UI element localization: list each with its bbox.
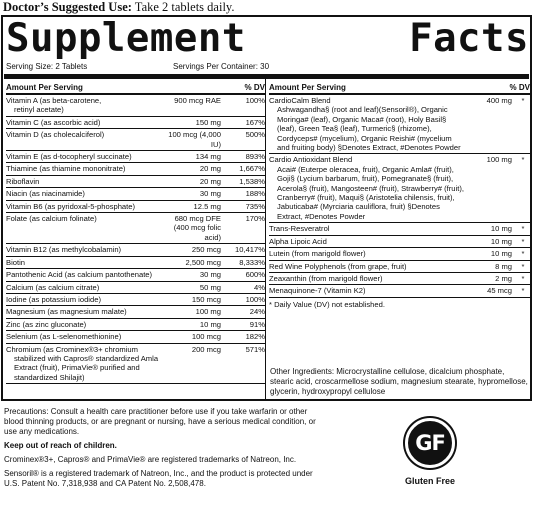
nutrient-row bbox=[6, 163, 265, 175]
nutrient-name-line: Zinc (as zinc gluconate) bbox=[6, 319, 87, 329]
nutrient-dv: 1,667% bbox=[239, 164, 265, 174]
nutrient-amount bbox=[167, 283, 225, 292]
header-amount: Amount Per Serving bbox=[269, 83, 346, 92]
nutrient-dv: 100% bbox=[245, 96, 265, 105]
nutrient-row bbox=[6, 213, 265, 244]
nutrient-name bbox=[269, 274, 466, 283]
nutrient-amount bbox=[167, 332, 225, 341]
right-nutrient-list bbox=[269, 95, 530, 298]
trademark-note-1: Crominex®3+, Capros® and PrimaVie® are registered trademarks of Natreon, Inc. bbox=[4, 455, 297, 464]
nutrient-name bbox=[269, 237, 466, 246]
nutrient-name bbox=[6, 245, 167, 254]
nutrient-dv: 600% bbox=[245, 270, 265, 280]
nutrient-name-line: Riboflavin bbox=[6, 176, 40, 186]
amount-value: 10 mg bbox=[490, 236, 512, 246]
nutrient-row bbox=[269, 236, 530, 248]
header-amount: Amount Per Serving bbox=[6, 83, 83, 92]
nutrient-amount bbox=[167, 307, 225, 316]
trademark-note-2: Sensoril® is a registered trademark of Natreon, Inc., and the product is protected under U.S. Patent No. 7,318,938 and CA Patent No. 2,508,478. bbox=[4, 469, 313, 488]
nutrient-name bbox=[269, 249, 466, 258]
nutrient-amount bbox=[466, 249, 516, 258]
nutrient-name bbox=[6, 307, 167, 316]
nutrient-name-line: Niacin (as niacinamide) bbox=[6, 189, 85, 199]
nutrient-name bbox=[6, 345, 167, 383]
nutrient-name-line: Vitamin E (as d-tocopheryl succinate) bbox=[6, 152, 132, 162]
amount-value: 100 mg bbox=[486, 155, 512, 165]
amount-value: 100 mcg (4,000 IU) bbox=[168, 130, 221, 149]
nutrient-amount bbox=[167, 152, 225, 161]
nutrient-row bbox=[6, 95, 265, 117]
amount-value: 10 mg bbox=[199, 319, 221, 329]
nutrient-row bbox=[6, 269, 265, 281]
suggested-use-text: Take 2 tablets daily. bbox=[131, 0, 235, 14]
keep-out-of-reach: Keep out of reach of children. bbox=[4, 441, 117, 450]
nutrient-dv: * bbox=[521, 249, 525, 259]
nutrient-name bbox=[6, 270, 167, 279]
nutrient-name bbox=[6, 96, 167, 115]
nutrient-name-line: CardioCalm Blend bbox=[269, 96, 331, 105]
amount-value: 12.5 mg bbox=[193, 201, 221, 211]
column-divider bbox=[265, 79, 266, 399]
nutrient-dv: 571% bbox=[245, 344, 265, 354]
nutrient-dv: * bbox=[521, 273, 525, 283]
nutrient-row bbox=[6, 294, 265, 306]
nutrient-name-line: Magnesium (as magnesium malate) bbox=[6, 307, 127, 317]
nutrient-name bbox=[6, 295, 167, 304]
nutrient-name bbox=[269, 262, 466, 271]
amount-value: 50 mg bbox=[199, 282, 221, 292]
nutrient-name-line: Vitamin C (as ascorbic acid) bbox=[6, 117, 101, 127]
amount-note: (400 mcg folic acid) bbox=[173, 223, 221, 242]
nutrient-dv: * bbox=[521, 96, 525, 105]
nutrient-row bbox=[269, 223, 530, 235]
nutrient-amount bbox=[466, 155, 516, 221]
nutrient-row bbox=[6, 257, 265, 269]
nutrient-row bbox=[269, 285, 530, 297]
amount-value: 30 mg bbox=[199, 189, 221, 199]
nutrient-dv: * bbox=[521, 286, 525, 296]
nutrient-name bbox=[6, 130, 167, 149]
nutrient-row bbox=[6, 117, 265, 129]
nutrient-name-line: Vitamin D (as cholecalciferol) bbox=[6, 130, 105, 140]
servings-per-container: Servings Per Container: 30 bbox=[173, 62, 270, 71]
nutrient-name-line: Pantothenic Acid (as calcium pantothenate) bbox=[6, 270, 153, 280]
nutrient-amount bbox=[167, 96, 225, 115]
nutrient-name-line: Zeaxanthin (from marigold flower) bbox=[269, 273, 383, 283]
nutrient-row bbox=[269, 154, 530, 223]
nutrient-dv: 170% bbox=[245, 214, 265, 224]
nutrient-amount bbox=[466, 274, 516, 283]
gluten-free-icon: GF bbox=[405, 418, 455, 468]
nutrient-amount bbox=[466, 286, 516, 295]
nutrient-dv: * bbox=[521, 261, 525, 271]
nutrient-name-line: Lutein (from marigold flower) bbox=[269, 249, 366, 259]
header-dv: % DV bbox=[509, 83, 530, 92]
nutrient-name bbox=[6, 283, 167, 292]
amount-value: 150 mcg bbox=[191, 294, 221, 304]
nutrient-detail: Acai# (Euterpe oleracea, fruit), Organic Amla# (fruit), Goji§ (Lycium barbarum, fruit), Pomegranate§ (fruit), Acerola§ (fruit), Mangosteen# (fruit), Strawberry# (fruit), Cranberry# (fruit), Maqui§ (Aristotelia chilensis, fruit), Jabuticaba# (Myrciaria cauliflora, fruit) §Denotes Extract, #Denotes Powder bbox=[277, 164, 464, 221]
nutrient-amount bbox=[167, 245, 225, 254]
amount-value: 680 mcg DFE bbox=[174, 214, 221, 224]
amount-value: 134 mg bbox=[195, 152, 221, 162]
nutrient-dv: 893% bbox=[245, 152, 265, 162]
serving-size: Serving Size: 2 Tablets bbox=[6, 62, 88, 71]
nutrient-amount bbox=[466, 262, 516, 271]
amount-value: 10 mg bbox=[490, 249, 512, 259]
nutrient-row bbox=[6, 244, 265, 256]
nutrient-dv: * bbox=[521, 224, 525, 234]
nutrient-amount bbox=[167, 258, 225, 267]
nutrient-name bbox=[6, 332, 167, 341]
left-column bbox=[6, 83, 265, 384]
nutrient-name bbox=[269, 155, 466, 221]
other-ingredients: Other Ingredients: Microcrystalline cellulose, dicalcium phosphate, stearic acid, croscarmellose sodium, magnesium stearate, hypromellose, glycerin, hydroxypropyl cellulose bbox=[270, 367, 528, 396]
nutrient-row bbox=[6, 319, 265, 331]
nutrient-name-line: Red Wine Polyphenols (from grape, fruit) bbox=[269, 261, 407, 271]
nutrient-name bbox=[6, 164, 167, 173]
nutrient-name-line: Menaquinone-7 (Vitamin K2) bbox=[269, 286, 366, 296]
nutrient-name bbox=[6, 189, 167, 198]
nutrient-dv: 4% bbox=[254, 282, 265, 292]
nutrient-name bbox=[6, 202, 167, 211]
nutrient-row bbox=[269, 248, 530, 260]
amount-value: 400 mg bbox=[486, 96, 512, 105]
amount-value: 30 mg bbox=[199, 270, 221, 280]
nutrient-amount bbox=[167, 130, 225, 149]
amount-value: 45 mcg bbox=[487, 286, 512, 296]
nutrient-name bbox=[6, 152, 167, 161]
nutrient-row bbox=[269, 273, 530, 285]
precautions: Precautions: Consult a health care practitioner before use if you take warfarin or other blood thinning products, or are pregnant or nursing, have a serious medical condition, or use any medications. bbox=[4, 407, 316, 436]
nutrient-amount bbox=[466, 237, 516, 246]
nutrient-amount bbox=[167, 118, 225, 127]
amount-value: 8 mg bbox=[495, 261, 512, 271]
nutrient-amount bbox=[167, 345, 225, 383]
nutrient-dv: 24% bbox=[249, 307, 265, 317]
amount-value: 100 mg bbox=[195, 307, 221, 317]
left-column-header bbox=[6, 83, 265, 95]
nutrient-name bbox=[269, 286, 466, 295]
nutrient-amount bbox=[167, 320, 225, 329]
suggested-use-label: Doctor’s Suggested Use: bbox=[3, 0, 132, 14]
amount-value: 20 mg bbox=[199, 176, 221, 186]
left-nutrient-list bbox=[6, 95, 265, 384]
nutrient-name-line: Cardio Antioxidant Blend bbox=[269, 155, 353, 165]
nutrient-amount bbox=[466, 224, 516, 233]
nutrient-amount bbox=[167, 214, 225, 242]
nutrient-name-line: Iodine (as potassium iodide) bbox=[6, 294, 101, 304]
nutrient-detail: Ashwagandha§ (root and leaf)(Sensoril®), Organic Moringa# (leaf), Organic Maca# (root), Holy Basil§ (leaf), Green Tea§ (leaf), Turmeric§ (rhizome), Cordyceps# (mycelium), Organic Reishi# (mycelium and fruiting body) §Denotes Extract, #Denotes Powder bbox=[277, 105, 461, 153]
nutrient-row bbox=[6, 188, 265, 200]
nutrient-amount bbox=[167, 177, 225, 186]
nutrient-dv: 735% bbox=[245, 201, 265, 211]
nutrient-detail: retinyl acetate) bbox=[14, 105, 64, 115]
bottom-text bbox=[4, 407, 322, 493]
nutrient-amount bbox=[167, 202, 225, 211]
amount-value: 10 mg bbox=[490, 224, 512, 234]
amount-value: 150 mg bbox=[195, 117, 221, 127]
nutrient-row bbox=[6, 282, 265, 294]
amount-value: 100 mcg bbox=[191, 332, 221, 342]
nutrient-row bbox=[6, 176, 265, 188]
nutrient-name-line: Vitamin A (as beta-carotene, bbox=[6, 96, 102, 105]
header-dv: % DV bbox=[244, 83, 265, 92]
nutrient-name-line: Chromium (as Crominex®3+ chromium bbox=[6, 344, 138, 354]
nutrient-name bbox=[6, 177, 167, 186]
nutrient-dv: 500% bbox=[245, 130, 265, 140]
suggested-use bbox=[3, 0, 234, 14]
nutrient-name bbox=[269, 224, 466, 233]
nutrient-name-line: Vitamin B12 (as methylcobalamin) bbox=[6, 245, 122, 255]
amount-value: 20 mg bbox=[199, 164, 221, 174]
nutrient-name bbox=[6, 118, 167, 127]
gluten-free-badge bbox=[384, 418, 476, 486]
nutrient-dv: 10,417% bbox=[235, 245, 265, 255]
nutrient-row bbox=[6, 151, 265, 163]
nutrient-dv: 167% bbox=[245, 117, 265, 127]
nutrient-name-line: Calcium (as calcium citrate) bbox=[6, 282, 100, 292]
title-word-facts: Facts bbox=[409, 16, 529, 61]
nutrient-name-line: Thiamine (as thiamine mononitrate) bbox=[6, 164, 126, 174]
amount-value: 250 mcg bbox=[191, 245, 221, 255]
nutrient-dv: 1,538% bbox=[239, 176, 265, 186]
amount-value: 900 mcg RAE bbox=[174, 96, 221, 105]
nutrient-row bbox=[6, 129, 265, 151]
nutrient-name bbox=[6, 214, 167, 242]
dv-footnote: * Daily Value (DV) not established. bbox=[269, 299, 385, 309]
nutrient-name bbox=[6, 320, 167, 329]
nutrient-name bbox=[6, 258, 167, 267]
amount-value: 2 mg bbox=[495, 273, 512, 283]
nutrient-dv: 8,333% bbox=[239, 257, 265, 267]
nutrient-name-line: Selenium (as L-selenomethionine) bbox=[6, 332, 122, 342]
supplement-facts-panel bbox=[1, 15, 532, 401]
nutrient-row bbox=[6, 201, 265, 213]
nutrient-amount bbox=[167, 295, 225, 304]
nutrient-dv: 182% bbox=[245, 332, 265, 342]
amount-value: 2,500 mcg bbox=[185, 257, 221, 267]
nutrient-detail: stabilized with Capros® standardized Amla Extract (fruit), PrimaVie® purified and standardized Shilajit) bbox=[14, 353, 159, 382]
nutrient-row bbox=[6, 331, 265, 343]
amount-value: 200 mcg bbox=[191, 344, 221, 354]
nutrient-name-line: Biotin bbox=[6, 257, 25, 267]
nutrient-dv: 91% bbox=[249, 319, 265, 329]
nutrient-amount bbox=[167, 164, 225, 173]
nutrient-name-line: Trans-Resveratrol bbox=[269, 224, 330, 234]
nutrient-dv: * bbox=[521, 155, 525, 165]
nutrient-row bbox=[6, 306, 265, 318]
nutrient-row bbox=[269, 261, 530, 273]
thick-divider bbox=[4, 74, 529, 79]
nutrient-name-line: Alpha Lipoic Acid bbox=[269, 236, 327, 246]
nutrient-amount bbox=[466, 96, 516, 152]
nutrient-name-line: Vitamin B6 (as pyridoxal-5-phosphate) bbox=[6, 201, 136, 211]
title-word-supplement: Supplement bbox=[6, 16, 246, 61]
nutrient-name bbox=[269, 96, 466, 152]
nutrient-row bbox=[269, 95, 530, 154]
gluten-free-label: Gluten Free bbox=[404, 476, 455, 486]
nutrient-dv: 188% bbox=[245, 189, 265, 199]
nutrient-dv: * bbox=[521, 236, 525, 246]
nutrient-dv: 100% bbox=[245, 294, 265, 304]
right-column bbox=[269, 83, 530, 309]
right-column-header bbox=[269, 83, 530, 95]
nutrient-row bbox=[6, 344, 265, 385]
nutrient-amount bbox=[167, 270, 225, 279]
nutrient-amount bbox=[167, 189, 225, 198]
nutrient-name-line: Folate (as calcium folinate) bbox=[6, 214, 97, 224]
